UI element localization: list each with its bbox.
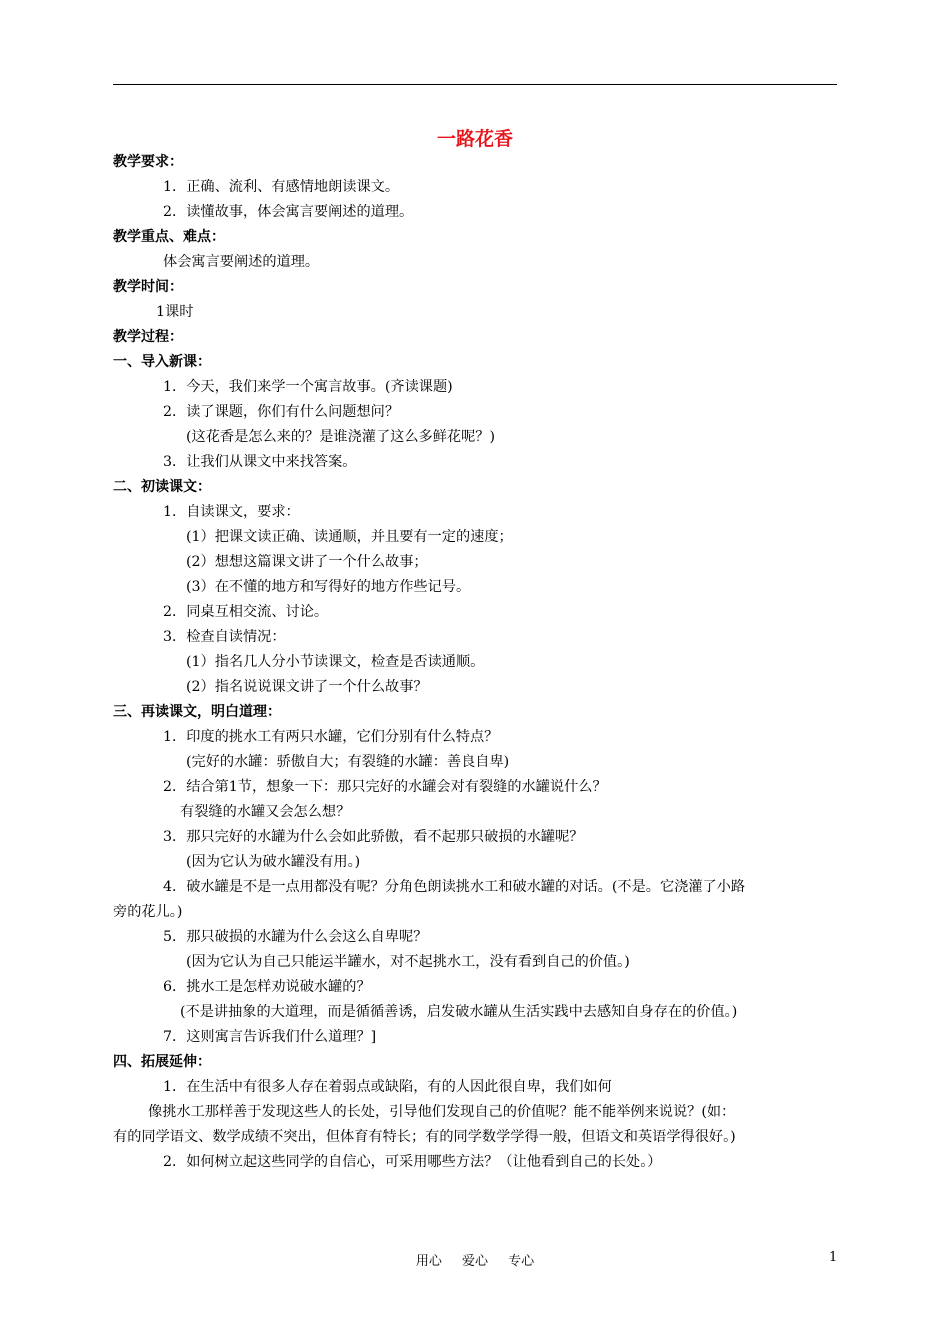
- body-line: 1课时: [156, 304, 194, 320]
- body-line: 2．读了课题，你们有什么问题想问？: [163, 404, 400, 420]
- section-heading: 二、初读课文：: [113, 479, 211, 495]
- body-line: (2）想想这篇课文讲了一个什么故事；: [186, 554, 428, 570]
- body-line: 有的同学语文、数学成绩不突出，但体育有特长；有的同学数学学得一般，但语文和英语学得很好。): [113, 1129, 736, 1145]
- body-line: 3．让我们从课文中来找答案。: [163, 454, 357, 470]
- body-line: 2．读懂故事，体会寓言要阐述的道理。: [163, 204, 414, 220]
- section-heading: 教学要求：: [113, 154, 183, 170]
- body-line: 1．在生活中有很多人存在着弱点或缺陷，有的人因此很自卑，我们如何: [163, 1079, 612, 1095]
- body-line: 6．挑水工是怎样劝说破水罐的？: [163, 979, 371, 995]
- body-line: 有裂缝的水罐又会怎么想？: [180, 804, 351, 820]
- section-heading: 四、拓展延伸：: [113, 1054, 211, 1070]
- body-line: 体会寓言要阐述的道理。: [163, 254, 320, 270]
- body-line: 3．检查自读情况：: [163, 629, 286, 645]
- body-line: 1．印度的挑水工有两只水罐，它们分别有什么特点？: [163, 729, 499, 745]
- page-footer: 用心 爱心 专心: [415, 1254, 535, 1269]
- section-heading: 教学时间：: [113, 279, 183, 295]
- body-line: 5．那只破损的水罐为什么会这么自卑呢？: [163, 929, 428, 945]
- body-line: 像挑水工那样善于发现这些人的长处，引导他们发现自己的价值呢？能不能举例来说说？(如：: [148, 1104, 736, 1120]
- section-heading: 三、再读课文，明白道理：: [113, 704, 281, 720]
- section-heading: 一、导入新课：: [113, 354, 211, 370]
- body-line: (不是讲抽象的大道理，而是循循善诱，启发破水罐从生活实践中去感知自身存在的价值。): [180, 1004, 738, 1020]
- body-line: 4．破水罐是不是一点用都没有呢？分角色朗读挑水工和破水罐的对话。(不是。它浇灌了小路: [163, 879, 746, 895]
- body-line: 2．结合第1节，想象一下：那只完好的水罐会对有裂缝的水罐说什么？: [163, 779, 607, 795]
- body-line: 2．同桌互相交流、讨论。: [163, 604, 329, 620]
- body-line: (1）指名几人分小节读课文，检查是否读通顺。: [186, 654, 485, 670]
- body-line: (这花香是怎么来的？是谁浇灌了这么多鲜花呢？): [186, 429, 496, 445]
- body-line: (3）在不懂的地方和写得好的地方作些记号。: [186, 579, 471, 595]
- body-line: (完好的水罐：骄傲自大；有裂缝的水罐：善良自卑): [186, 754, 510, 770]
- body-line: (2）指名说说课文讲了一个什么故事？: [186, 679, 428, 695]
- section-heading: 教学过程：: [113, 329, 183, 345]
- page-number: 1: [829, 1250, 838, 1265]
- body-line: 1．今天，我们来学一个寓言故事。(齐读课题): [163, 379, 453, 395]
- body-line: 2．如何树立起这些同学的自信心，可采用哪些方法？（让他看到自己的长处。）: [163, 1154, 662, 1170]
- body-line: (因为它认为破水罐没有用。): [186, 854, 361, 870]
- body-line: (因为它认为自己只能运半罐水，对不起挑水工，没有看到自己的价值。): [186, 954, 630, 970]
- body-line: 旁的花儿。): [113, 904, 183, 920]
- body-line: 1．正确、流利、有感情地朗读课文。: [163, 179, 400, 195]
- section-heading: 教学重点、难点：: [113, 229, 225, 245]
- body-line: 1．自读课文，要求：: [163, 504, 300, 520]
- body-line: (1）把课文读正确、读通顺，并且要有一定的速度；: [186, 529, 513, 545]
- header-rule: [113, 84, 837, 85]
- body-line: 7．这则寓言告诉我们什么道理？]: [163, 1029, 377, 1045]
- body-line: 3．那只完好的水罐为什么会如此骄傲，看不起那只破损的水罐呢？: [163, 829, 584, 845]
- document-title: 一路花香: [436, 128, 513, 150]
